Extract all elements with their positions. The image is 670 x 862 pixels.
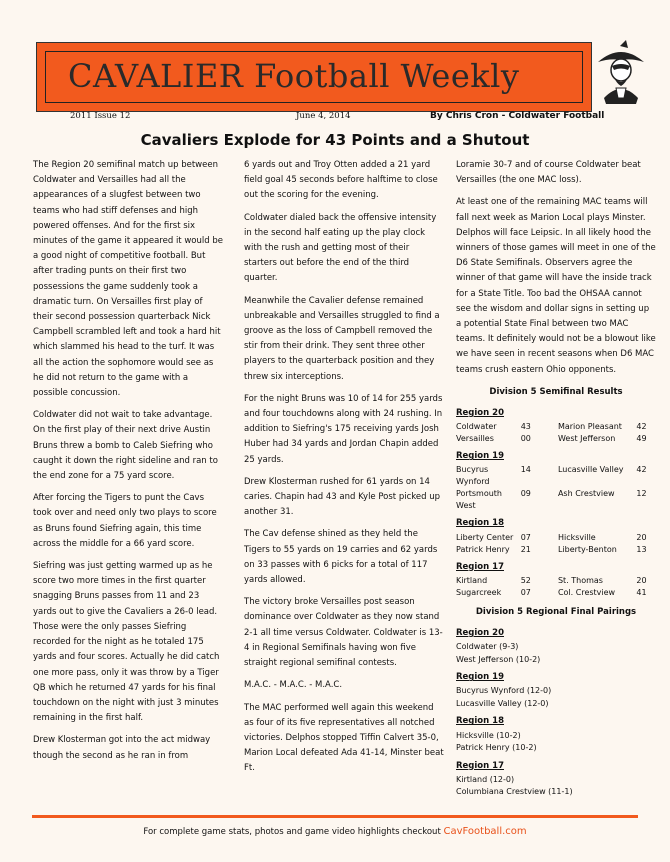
team-name: Versailles [456, 434, 494, 444]
team-name: Patrick Henry [456, 544, 510, 554]
issue-number: 2011 Issue 12 [70, 111, 131, 121]
team-name: Lucasville Valley [557, 465, 624, 475]
team-name: Sugarcreek [456, 587, 502, 597]
footer [0, 826, 670, 837]
paragraph: After forcing the Tigers to punt the Cavs took over and need only two plays to score as Bruns found Siefring again, this time across the middle for a 66 yard score. [33, 493, 217, 549]
region-heading: Region 19 [456, 672, 504, 683]
paragraph: The Cav defense shined as they held the Tigers to 55 yards on 19 carries and 62 yards on 33 passes with 6 picks for a total of 117 yards allowed. [244, 529, 438, 586]
score-row [456, 433, 656, 445]
team-name: Portsmouth West [456, 489, 502, 511]
score-row [456, 532, 656, 544]
cavalier-logo-icon [592, 40, 650, 108]
paragraph: Loramie 30-7 and of course Coldwater beat Versailles (the one MAC loss). [456, 160, 641, 186]
masthead-title: CAVALIER Football Weekly [68, 57, 520, 95]
pairing-team: Hicksville (10-2) [456, 730, 521, 740]
team-score: 42 [636, 465, 647, 475]
team-score: 20 [636, 575, 647, 585]
team-name: Kirtland [456, 575, 488, 585]
paragraph: Coldwater did not wait to take advantage. On the first play of their next drive Austin Bruns threw a bomb to Caleb Siefring who caught it down the right sideline and ran to the end zone for a 75 yard score. [33, 410, 218, 482]
paragraph: Drew Klosterman got into the act midway though the second as he ran in from [33, 735, 211, 761]
pairings-title: Division 5 Regional Final Pairings [475, 606, 637, 617]
pairing-team: Coldwater (9-3) [456, 642, 519, 652]
pairing-team: Bucyrus Wynford (12-0) [456, 686, 552, 696]
region-heading: Region 17 [456, 561, 504, 572]
team-score: 42 [636, 422, 647, 432]
score-row [456, 464, 656, 488]
results-title: Division 5 Semifinal Results [489, 386, 623, 397]
pairing-team: Lucasville Valley (12-0) [456, 698, 549, 708]
footer-divider [32, 815, 638, 818]
pairing-team: Patrick Henry (10-2) [456, 743, 537, 753]
article-column-1 [33, 158, 223, 771]
team-name: Ash Crestview [557, 489, 615, 499]
paragraph: Drew Klosterman rushed for 61 yards on 14 caries. Chapin had 43 and Kyle Post picked up another 31. [244, 476, 441, 518]
paragraph: Meanwhile the Cavalier defense remained unbreakable and Versailles struggled to find a groove as the loss of Campbell removed the stir from their drink. They sent three other players to the quarterback position and they threw six interceptions. [244, 295, 440, 382]
team-score: 12 [636, 489, 647, 499]
team-name: Hicksville [557, 532, 596, 542]
region-heading: Region 17 [456, 760, 504, 771]
article-column-2 [244, 158, 444, 784]
paragraph: The victory broke Versailles post season dominance over Coldwater as they now stand 2-1 all time versus Coldwater. Coldwater is 13-4 in Regional Semifinals having won five straight regional semifinal contests. [244, 597, 443, 669]
issue-date: June 4, 2014 [296, 111, 351, 121]
team-score: 20 [636, 532, 647, 542]
pairing-team: Columbiana Crestview (11-1) [456, 787, 573, 797]
team-score: 07 [520, 587, 531, 597]
headline: Cavaliers Explode for 43 Points and a Shutout [140, 131, 530, 149]
team-score: 00 [520, 434, 531, 444]
region-heading: Region 18 [456, 518, 504, 529]
team-score: 09 [520, 489, 531, 499]
team-score: 14 [520, 465, 531, 475]
section-divider-text: M.A.C. - M.A.C. - M.A.C. [244, 680, 343, 691]
paragraph: Siefring was just getting warmed up as he score two more times in the first quarter snagging Bruns passes from 11 and 23 yards out to give the Cavaliers a 26-0 lead. Those were the only passes Siefring recorded for the night as he totaled 175 yards and four scores. Actually he did catch one more pass, only it was throw by a Tiger QB which he returned 47 yards for his final touchdown on the night with just 3 minutes remaining in the first half. [33, 561, 220, 724]
score-row [456, 587, 656, 599]
byline: By Chris Cron - Coldwater Football [430, 111, 605, 121]
paragraph: For the night Bruns was 10 of 14 for 255 yards and four touchdowns along with 24 rushing. In addition to Siefring's 175 receiving yards Josh Huber had 34 yards and Jordan Chapin added 25 yards. [244, 393, 443, 465]
team-name: Coldwater [456, 422, 497, 432]
team-name: Bucyrus Wynford [456, 465, 490, 487]
team-score: 21 [520, 544, 531, 554]
pairing-team: West Jefferson (10-2) [456, 654, 541, 664]
team-name: Col. Crestview [557, 587, 616, 597]
pairing-team: Kirtland (12-0) [456, 774, 515, 784]
team-name: St. Thomas [557, 575, 603, 585]
team-score: 49 [636, 434, 647, 444]
team-name: West Jefferson [557, 434, 616, 444]
masthead-frame [45, 51, 583, 103]
team-score: 13 [636, 544, 647, 554]
score-row [456, 421, 656, 433]
region-heading: Region 18 [456, 716, 504, 727]
footer-link[interactable]: CavFootball.com [443, 826, 527, 837]
team-score: 41 [636, 587, 647, 597]
pairings-list [456, 626, 656, 799]
region-heading: Region 20 [456, 408, 504, 419]
score-row [456, 575, 656, 587]
results-list [456, 406, 656, 599]
score-row [456, 488, 656, 512]
article-column-3 [456, 158, 656, 799]
masthead-banner [36, 42, 592, 112]
team-name: Liberty-Benton [557, 544, 617, 554]
paragraph: The Region 20 semifinal match up between Coldwater and Versailles had all the appearances of a slugfest between two teams who had stiff defenses and high powered offenses. And for the first six minutes of the game it appeared it would be a good night of competitive football. But after trading punts on their first two possessions the game suddenly took a dramatic turn. On Versailles first play of their second possession quarterback Nick Campbell scrambled left and took a hard hit which slammed his head to the turf. It was all the action the sophomore would see as he did not return to the game with a possible concussion. [33, 160, 223, 399]
team-score: 43 [520, 422, 531, 432]
paragraph: The MAC performed well again this weekend as four of its five representatives all notched victories. Delphos stopped Tiffin Calvert 35-0, Marion Local defeated Ada 41-14, Minster beat Ft. [244, 702, 444, 774]
score-row [456, 544, 656, 556]
team-name: Marion Pleasant [557, 422, 622, 432]
footer-text: For complete game stats, photos and game video highlights checkout [143, 827, 444, 837]
paragraph: Coldwater dialed back the offensive intensity in the second half eating up the play clock with the rush and getting most of their starters out before the end of the third quarter. [244, 212, 437, 284]
region-heading: Region 20 [456, 628, 504, 639]
team-score: 52 [520, 575, 531, 585]
paragraph: 6 yards out and Troy Otten added a 21 yard field goal 45 seconds before halftime to close out the scoring for the evening. [244, 160, 438, 201]
paragraph: At least one of the remaining MAC teams will fall next week as Marion Local plays Minster. Delphos will face Leipsic. In all likely hood the winners of those games will meet in one of the D6 State Semifinals. Observers agree the winner of that game will have the inside track for a State Title. Too bad the OHSAA cannot see the wisdom and dollar signs in setting up a potential State Final between two MAC teams. It definitely would not be a blowout like we have seen in recent seasons when D6 MAC teams crush eastern Ohio opponents. [456, 197, 656, 375]
team-name: Liberty Center [456, 532, 514, 542]
team-score: 07 [520, 532, 531, 542]
region-heading: Region 19 [456, 451, 504, 462]
issue-line [0, 111, 670, 125]
